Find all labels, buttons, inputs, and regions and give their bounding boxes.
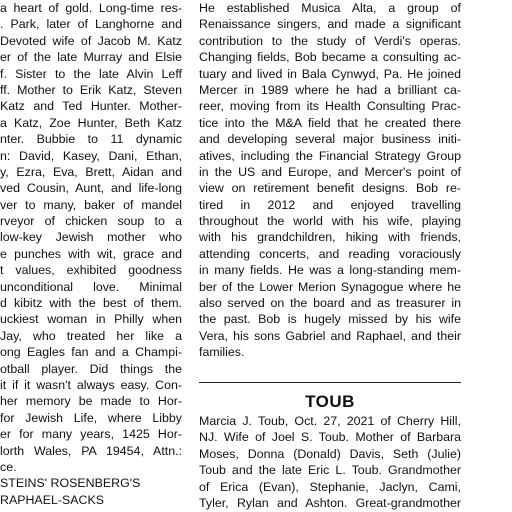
- text-line: families.: [199, 345, 245, 360]
- text-line: a heart of gold. Long-time res-: [0, 1, 182, 15]
- section-divider: [199, 382, 461, 383]
- text-line: a Katz, Zoe Hunter, Beth Katz: [0, 115, 182, 130]
- text-line: ver to many, baker of mandel: [0, 197, 182, 212]
- text-line: tice into the M&A field that he created there: [199, 115, 461, 130]
- text-line: atives, including the Financial Strategy Group: [199, 148, 461, 163]
- text-line: and developing several major business initi-: [199, 132, 461, 147]
- text-line: uckiest woman in Philly when: [0, 312, 182, 327]
- text-line: with his grandchildren, hiking with friends,: [199, 230, 461, 245]
- text-line: e punches with wit, grace and: [0, 246, 182, 261]
- text-line: Tyler, Rylan and Ashton. Great-grandmother: [199, 495, 461, 510]
- text-line: for Jewish Life, where Libby: [0, 410, 182, 425]
- text-line: ong Eagles fan and a Champi-: [0, 345, 182, 360]
- text-line: ff. Mother to Erik Katz, Steven: [0, 82, 182, 97]
- text-line: low-key Jewish mother who: [0, 230, 182, 245]
- text-line: Marcia J. Toub, Oct. 27, 2021 of Cherry Hill,: [199, 414, 461, 428]
- text-line: er for many years, 1425 Hor-: [0, 427, 182, 442]
- text-line: Vera, his sons Gabriel and Raphael, and their: [199, 328, 461, 343]
- text-line: rveyor of chicken soup to a: [0, 214, 182, 229]
- text-line: He established Musica Alta, a group of: [199, 1, 461, 15]
- text-line: Moses, Donna (Donald) Davis, Seth (Julie): [199, 446, 461, 461]
- text-line: reer, moving from its Health Consulting Prac-: [199, 99, 461, 114]
- funeral-home-name: STEINS' ROSENBERG'S: [0, 476, 141, 491]
- text-line: contribution to the study of Verdi's operas.: [199, 33, 461, 48]
- text-line: otball player. Did things the: [0, 361, 182, 376]
- text-line: ce.: [0, 459, 17, 474]
- text-line: Devoted wife of Jacob M. Katz: [0, 33, 182, 48]
- text-line: Katz and Ted Hunter. Mother-: [0, 99, 182, 114]
- text-line: of Erica (Evan), Stephanie, Jaclyn, Cami,: [199, 479, 461, 494]
- obituary-toub: [199, 413, 461, 511]
- text-line: y, Ezra, Eva, Brett, Aidan and: [0, 164, 182, 179]
- text-line: in the US and Europe, and Mercer's point of: [199, 164, 461, 179]
- text-line: in many fields. He was a long-standing mem-: [199, 263, 461, 278]
- text-line: view on retirement benefit designs. Bob re-: [199, 181, 461, 196]
- text-line: . Park, later of Langhorne and: [0, 17, 182, 32]
- text-line: it if it wasn't always easy. Con-: [0, 377, 182, 392]
- text-line: attending concerts, and reading voraciously: [199, 246, 461, 261]
- text-line: the past. Bob is hugely missed by his wife: [199, 312, 461, 327]
- text-line: ved Cousin, Aunt, and life-long: [0, 181, 182, 196]
- text-line: er of the late Murray and Elsie: [0, 50, 182, 65]
- text-line: NJ. Wife of Joel S. Toub. Mother of Barbara: [199, 430, 461, 445]
- obituary-column-left: [0, 0, 182, 508]
- text-line: d kibitz with the best of them.: [0, 296, 182, 311]
- text-line: f. Sister to the late Alvin Leff: [0, 66, 182, 81]
- text-line: ber of the Lower Merion Synagogue where he: [199, 279, 461, 294]
- text-line: n: David, Kasey, Dani, Ethan,: [0, 148, 182, 163]
- text-line: t values, exhibited goodness: [0, 263, 182, 278]
- text-line: Changing fields, Bob became a consulting ac-: [199, 50, 461, 65]
- text-line: Toub and the late Eric L. Toub. Grandmother: [199, 463, 461, 478]
- text-line: tuary and lived in Bala Cynwyd, Pa. He joined: [199, 66, 461, 81]
- obituary-heading-toub: TOUB: [305, 392, 355, 411]
- text-line: tired in 2012 and enjoyed travelling: [199, 197, 461, 212]
- funeral-home-name: RAPHAEL-SACKS: [0, 492, 104, 507]
- text-line: Mercer in 1989 where he had a brilliant ca-: [199, 82, 461, 97]
- text-line: unconditional love. Minimal: [0, 279, 182, 294]
- text-line: Jay, who treated her like a: [0, 328, 182, 343]
- text-line: her memory be made to Hor-: [0, 394, 182, 409]
- text-line: also served on the board and as treasurer in: [199, 296, 461, 311]
- text-line: throughout the world with his wife, playing: [199, 214, 461, 229]
- text-line: nter. Bubbie to 11 dynamic: [0, 132, 182, 147]
- obituary-column-right: [199, 0, 512, 361]
- obituary-body: [199, 0, 461, 361]
- text-line: Renaissance singers, and made a significant: [199, 17, 461, 32]
- text-line: lorth Wales, PA 19454, Attn.:: [0, 443, 182, 458]
